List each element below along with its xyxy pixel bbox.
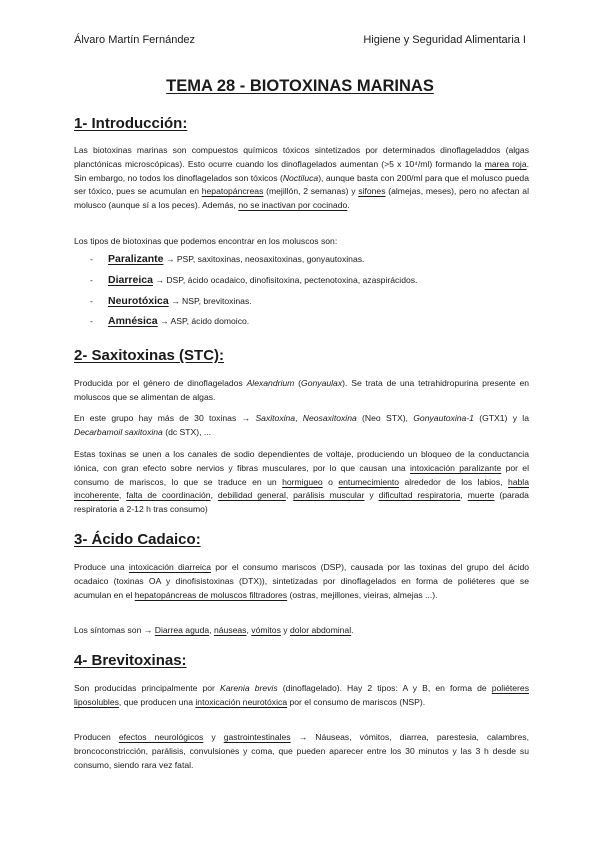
section-brevitoxinas	[74, 652, 529, 669]
toxin-type-name: Diarreica	[108, 273, 153, 286]
paragraph: Producida por el género de dinoflagelados Alexandrium (Gonyaulax). Se trata de una tetrahidropurina presente en moluscos que se alimentan de algas.	[74, 378, 530, 402]
italic-term: Karenia brevis	[220, 683, 278, 693]
underlined-term: habla incoherente	[74, 476, 529, 501]
list-item: - Amnésica → ASP, ácido domoico.	[90, 315, 250, 328]
underlined-term: náuseas	[213, 625, 247, 635]
italic-term: Alexandrium	[246, 378, 295, 388]
underlined-term: hepatopáncreas de moluscos filtradores	[134, 589, 288, 600]
toxin-type-name: Neurotóxica	[108, 294, 169, 307]
underlined-term: hormigueo	[282, 476, 323, 487]
okadaic-paragraph-2	[74, 624, 529, 638]
section-acido-cadaico	[74, 531, 529, 548]
italic-term: Gonyautoxina-1	[413, 413, 474, 423]
page-header	[74, 34, 526, 46]
stx-paragraph-2	[74, 412, 529, 440]
underlined-term: no se inactivan por cocinado	[238, 200, 348, 211]
underlined-term: marea roja	[484, 158, 527, 169]
underlined-term: dificultad respiratoria	[378, 490, 461, 501]
underlined-term: intoxicación neurotóxica	[195, 696, 288, 707]
paragraph: En este grupo hay más de 30 toxinas → Saxitoxina, Neosaxitoxina (Neo STX), Gonyautoxina-1 (GTX1) y la Decarbamoil saxitoxina (dc STX), ...	[74, 413, 529, 437]
section-heading: 3- Ácido Cadaico:	[74, 531, 201, 548]
underlined-term: poliéteres liposolubles	[74, 683, 529, 707]
stx-paragraph-3	[74, 448, 529, 517]
paragraph: Los tipos de biotoxinas que podemos encontrar en los moluscos son:	[74, 236, 338, 246]
paragraph: Produce una intoxicación diarreica por el consumo mariscos (DSP), causada por las toxinas del grupo del ácido ocadaico (toxinas OA y dinofisistoxinas (DTX)), sintetizadas por dinoflagelados en forma de poliéteres que se acumulan en el hepatopáncreas de moluscos filtradores (ostras, mejillones, vieiras, almejas ...).	[74, 562, 530, 600]
underlined-term: hepatopáncreas	[201, 186, 264, 197]
underlined-term: debilidad general	[217, 490, 286, 501]
section-heading: 1- Introducción:	[74, 115, 188, 132]
toxin-type-name: Paralizante	[108, 253, 164, 265]
italic-term: Neosaxitoxina	[302, 413, 357, 423]
paragraph: Los síntomas son → Diarrea aguda, náuseas, vómitos y dolor abdominal.	[74, 625, 354, 635]
section-introduccion	[74, 115, 529, 132]
stx-paragraph-1	[74, 377, 529, 405]
section-heading: 4- Brevitoxinas:	[74, 652, 187, 669]
paragraph: Las biotoxinas marinas son compuestos químicos tóxicos sintetizados por determinados dinoflageladdos (algas planctónicas microscópicas). Esto ocurre cuando los dinoflagelados aumentan (>5 x 10⁴/ml) formando la marea roja. Sin embargo, no todos los dinoflagelados son tóxicos (Noctiluca), aunque basta con 200/ml para que el molusco pueda ser tóxico, pues se acumulan en hepatopáncreas (mejillón, 2 semanas) y sifones (almejas, meses), pero no afectan al molusco (aunque sí a los peces). Además, no se inactivan por cocinado.	[74, 145, 529, 211]
underlined-term: parálisis muscular	[293, 490, 365, 501]
paragraph: Estas toxinas se unen a los canales de sodio dependientes de voltaje, produciendo un bloqueo de la conductancia iónica, con gran efecto sobre nervios y fibras musculares, por lo que causan una intoxicación paralizante por el consumo de mariscos, lo que se traduce en un hormigueo o entumecimiento alrededor de los labios, habla incoherente, falta de coordinación, debilidad general, parálisis muscular y dificultad respiratoria, muerte (parada respiratoria a 2-12 h tras consumo)	[74, 449, 529, 515]
toxin-type-list	[74, 253, 529, 329]
italic-term: Noctiluca	[282, 172, 319, 183]
intro-paragraph-1	[74, 144, 529, 213]
paragraph: Son producidas principalmente por Karenia brevis (dinoflagelado). Hay 2 tipos: A y B, en forma de poliéteres liposolubles, que producen una intoxicación neurotóxica por el consumo de mariscos (NSP).	[74, 683, 529, 707]
document-title: TEMA 28 - BIOTOXINAS MARINAS	[166, 77, 434, 95]
underlined-term: gastrointestinales	[223, 732, 291, 742]
italic-term: Decarbamoil saxitoxina	[74, 426, 163, 437]
intro-paragraph-2	[74, 235, 529, 249]
italic-term: Saxitoxina	[255, 413, 296, 423]
underlined-term: entumecimiento	[338, 476, 400, 487]
underlined-term: Diarrea aguda	[154, 625, 210, 635]
underlined-term: dolor abdominal	[289, 625, 352, 635]
list-item: - Diarreica → DSP, ácido ocadaico, dinofisitoxina, pectenotoxina, azaspirácidos.	[90, 273, 418, 286]
brevi-paragraph-2	[74, 731, 529, 772]
toxin-type-name: Amnésica	[108, 315, 158, 328]
underlined-term: intoxicación paralizante	[410, 462, 502, 473]
section-saxitoxinas	[74, 347, 529, 364]
underlined-term: efectos neurológicos	[118, 732, 204, 742]
list-item: - Paralizante → PSP, saxitoxinas, neosaxitoxinas, gonyautoxinas.	[90, 253, 365, 265]
underlined-term: vómitos	[251, 625, 281, 635]
underlined-term: intoxicación diarreica	[128, 562, 211, 572]
brevi-paragraph-1	[74, 682, 529, 710]
list-item: - Neurotóxica → NSP, brevitoxinas.	[90, 294, 252, 307]
paragraph: Producen efectos neurológicos y gastrointestinales → Náuseas, vómitos, diarrea, parestesia, calambres, broncoconstricción, parálisis, convulsiones y coma, que pueden aparecer entre los 30 minutos y las 3 h desde su consumo, siendo rara vez fatal.	[74, 732, 529, 770]
underlined-term: muerte	[467, 490, 495, 501]
underlined-term: sifones	[358, 186, 386, 197]
header-author: Álvaro Martín Fernández	[74, 34, 196, 46]
section-heading: 2- Saxitoxinas (STC):	[74, 347, 225, 364]
underlined-term: falta de coordinación	[126, 490, 211, 501]
header-course: Higiene y Seguridad Alimentaria I	[363, 34, 526, 46]
italic-term: Gonyaulax	[301, 378, 343, 388]
okadaic-paragraph-1	[74, 561, 529, 602]
